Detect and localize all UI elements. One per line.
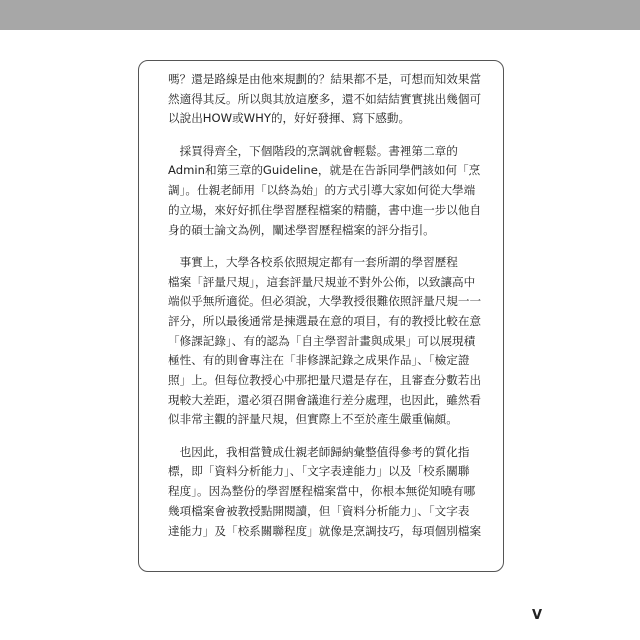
text-line: 照」上。但每位教授心中那把量尺還是存在，且審查分數若出: [168, 373, 482, 388]
text-line: 程度」。因為整份的學習歷程檔案當中，你根本無從知曉有哪: [168, 484, 476, 499]
header-band: [0, 0, 640, 30]
paragraph: [168, 70, 482, 129]
text-line: 「修課記錄」、有的認為「自主學習計畫與成果」可以展現積: [168, 333, 476, 348]
text-line: 檔案「評量尺規」，這套評量尺規並不對外公佈，以致讓高中: [168, 274, 476, 289]
text-line: 現較大差距，還必須召開會議進行差分處理，也因此，雖然看: [168, 392, 482, 407]
text-line: 然適得其反。所以與其放這麼多，還不如結結實實挑出幾個可: [168, 91, 482, 106]
text-line: 調」。仕親老師用「以終為始」的方式引導大家如何從大學端: [168, 183, 476, 198]
text-line: 身的碩士論文為例，闡述學習歷程檔案的評分指引。: [168, 222, 435, 237]
text-line: 採買得齊全，下個階段的烹調就會輕鬆。書裡第二章的: [168, 143, 458, 158]
text-line: 達能力」及「校系關聯程度」就像是烹調技巧，每項個別檔案: [168, 523, 482, 538]
page-number: V: [532, 608, 543, 623]
paragraph: [168, 443, 482, 542]
text-line: 評分，所以最後通常是揀選最在意的項目，有的教授比較在意: [168, 313, 482, 328]
paragraph: [168, 142, 482, 241]
text-line: 也因此，我相當贊成仕親老師歸納彙整值得參考的質化指: [168, 444, 470, 459]
text-line: Admin和第三章的Guideline，就是在告訴同學們該如何「烹: [168, 163, 481, 178]
body-text: [168, 70, 482, 554]
text-line: 幾項檔案會被教授點開閱讀，但「資料分析能力」、「文字表: [168, 503, 470, 518]
text-line: 事實上，大學各校系依照規定都有一套所謂的學習歷程: [168, 254, 458, 269]
text-line: 以說出HOW或WHY的，好好發揮、寫下感動。: [168, 111, 411, 126]
text-line: 的立場，來好好抓住學習歷程檔案的精髓，書中進一步以他自: [168, 202, 482, 217]
text-line: 嗎？還是路線是由他來規劃的？結果都不是，可想而知效果當: [168, 72, 482, 86]
text-line: 似非常主觀的評量尺規，但實際上不至於產生嚴重偏頗。: [168, 412, 458, 427]
text-line: 標，即「資料分析能力」、「文字表達能力」以及「校系關聯: [168, 464, 470, 479]
paragraph: [168, 253, 482, 430]
text-line: 極性、有的則會專注在「非修課記錄之成果作品」、「檢定證: [168, 353, 470, 368]
text-line: 端似乎無所適從。但必須說，大學教授很難依照評量尺規一一: [168, 294, 482, 309]
